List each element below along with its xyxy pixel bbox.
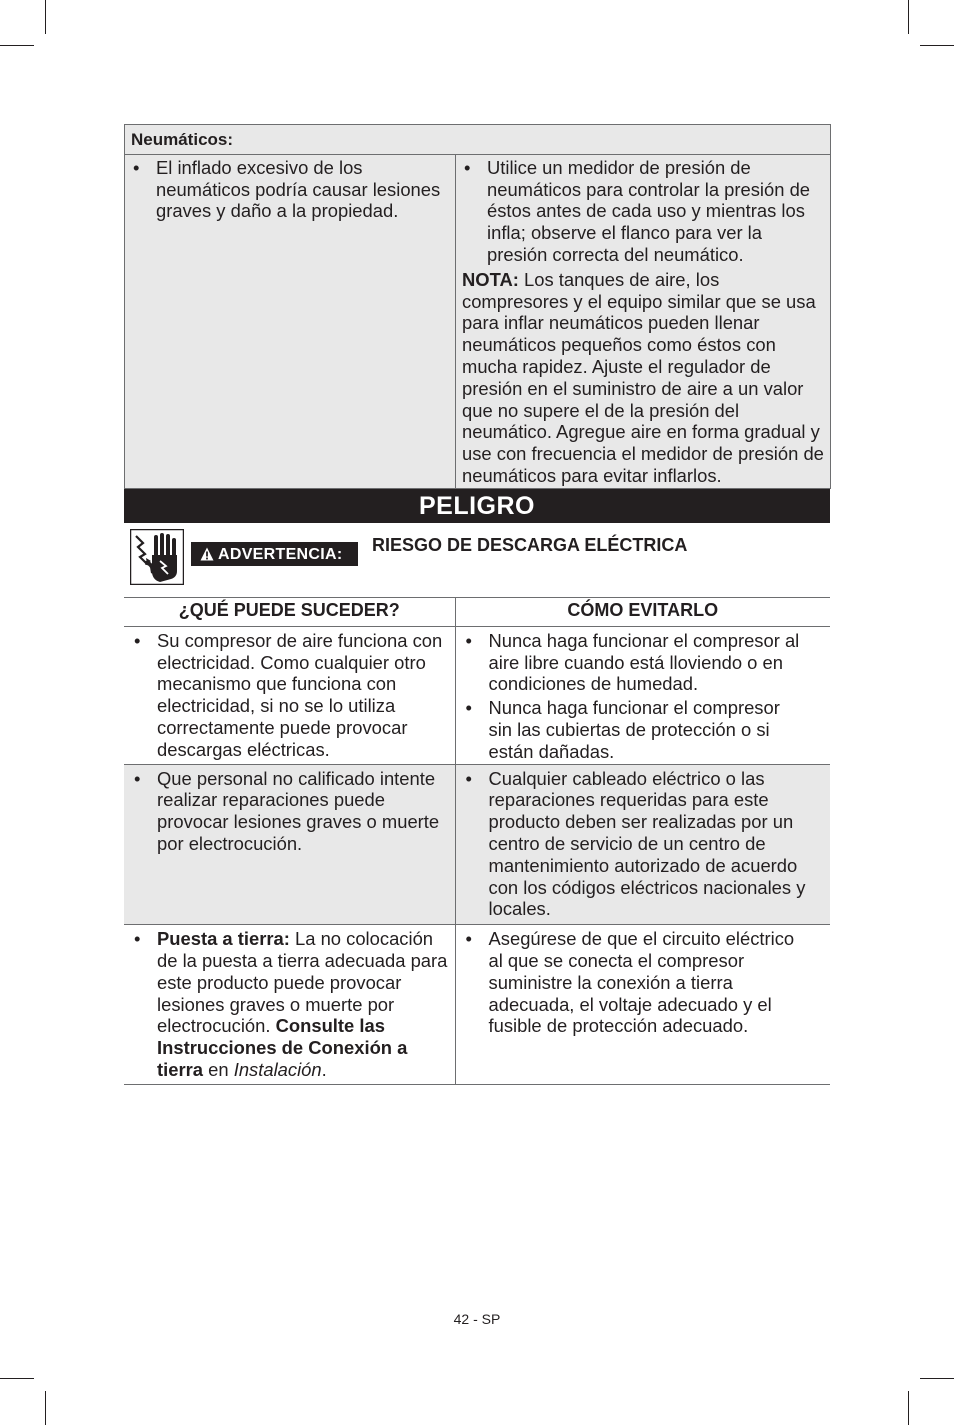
crop-mark [908,1391,909,1425]
crop-mark [45,1391,46,1425]
table-row [124,925,830,1085]
tires-table [124,124,831,489]
row3-hazard-cell [124,925,455,1085]
warning-header [124,523,830,593]
tires-avoid-cell [456,154,831,488]
row1-avoid-cell [455,626,830,764]
row3-hazard-bold: Puesta a tierra: [157,928,290,950]
tires-hazard-item: • El inflado excesivo de los neumáticos podría causar lesiones graves y daño a la propiedad. [131,157,441,222]
safety-page [124,124,830,1085]
row1-avoid-2: • Nunca haga funcionar el compresor sin las cubiertas de protección o si están dañadas. [464,697,807,762]
row1-avoid-1: • Nunca haga funcionar el compresor al aire libre cuando está lloviendo o en condiciones de humedad. [464,630,807,695]
row1-hazard-cell [124,626,455,764]
row3-hazard-ref-italic: Instalación [233,1058,322,1080]
row3-avoid: • Asegúrese de que el circuito eléctrico al que se conecta el compresor suministre la conexión a tierra adecuada, el voltaje adecuado y el fusible de protección adecuado. [464,928,801,1037]
page-number: 42 - SP [453,1311,501,1327]
tires-note-label: NOTA: [462,268,519,290]
row2-avoid-cell [455,764,830,925]
table-row [124,764,830,925]
col-header-avoid: CÓMO EVITARLO [455,597,830,626]
row3-hazard-text: La no colocación de la puesta a tierra adecuada para este producto puede provocar lesiones graves o muerte por electrocución. [157,928,448,1037]
hazard-table [124,597,830,1085]
tires-note [462,269,826,487]
row3-hazard-ref-en: en [203,1058,234,1080]
crop-mark [920,45,954,46]
row2-avoid: • Cualquier cableado eléctrico o las reparaciones requeridas para este producto deben ser realizadas por un centro de servicio de un centro de mantenimiento autorizado de acuerdo con los códigos eléctricos nacionales y locales. [464,768,807,921]
warning-badge-text: ADVERTENCIA: [218,545,343,563]
crop-mark [908,0,909,34]
crop-mark [0,45,34,46]
risk-title: RIESGO DE DESCARGA ELÉCTRICA [372,534,688,555]
table-header-row [124,597,830,626]
warning-badge [191,542,358,566]
tires-hazard-cell [125,154,456,488]
row3-avoid-cell [455,925,830,1085]
col-header-what: ¿QUÉ PUEDE SUCEDER? [124,597,455,626]
danger-banner: PELIGRO [124,489,830,523]
electric-shock-icon [130,529,184,585]
crop-mark [45,0,46,34]
alert-triangle-icon [200,547,214,561]
tires-heading: Neumáticos: [125,125,831,155]
row2-hazard: • Que personal no calificado intente realizar reparaciones puede provocar lesiones graves o muerte por electrocución. [132,768,449,855]
table-row [124,626,830,764]
tires-avoid-item: • Utilice un medidor de presión de neumáticos para controlar la presión de éstos antes de cada uso y mientras los infla; observe el flanco para ver la presión correcta del neumático. [462,157,826,266]
row3-hazard-ref: Consulte las Instrucciones de Conexión a tierra [157,1015,408,1080]
crop-mark [0,1378,34,1379]
crop-mark [920,1378,954,1379]
row1-hazard: • Su compresor de aire funciona con electricidad. Como cualquier otro mecanismo que funciona con electricidad, si no se lo utiliza correctamente puede provocar descargas eléctricas. [132,630,449,761]
row3-hazard [132,928,449,1081]
row2-hazard-cell [124,764,455,925]
row3-hazard-end: . [321,1058,327,1080]
tires-note-text: Los tanques de aire, los compresores y el equipo similar que se usa para inflar neumáticos pueden llenar neumáticos pequeños como éstos con mucha rapidez. Ajuste el regulador de presión en el suministro de aire a un valor que no supere el de la presión del neumático. Agregue aire en forma gradual y use con frecuencia el medidor de presión de neumáticos para evitar inflarlos. [462,268,824,486]
